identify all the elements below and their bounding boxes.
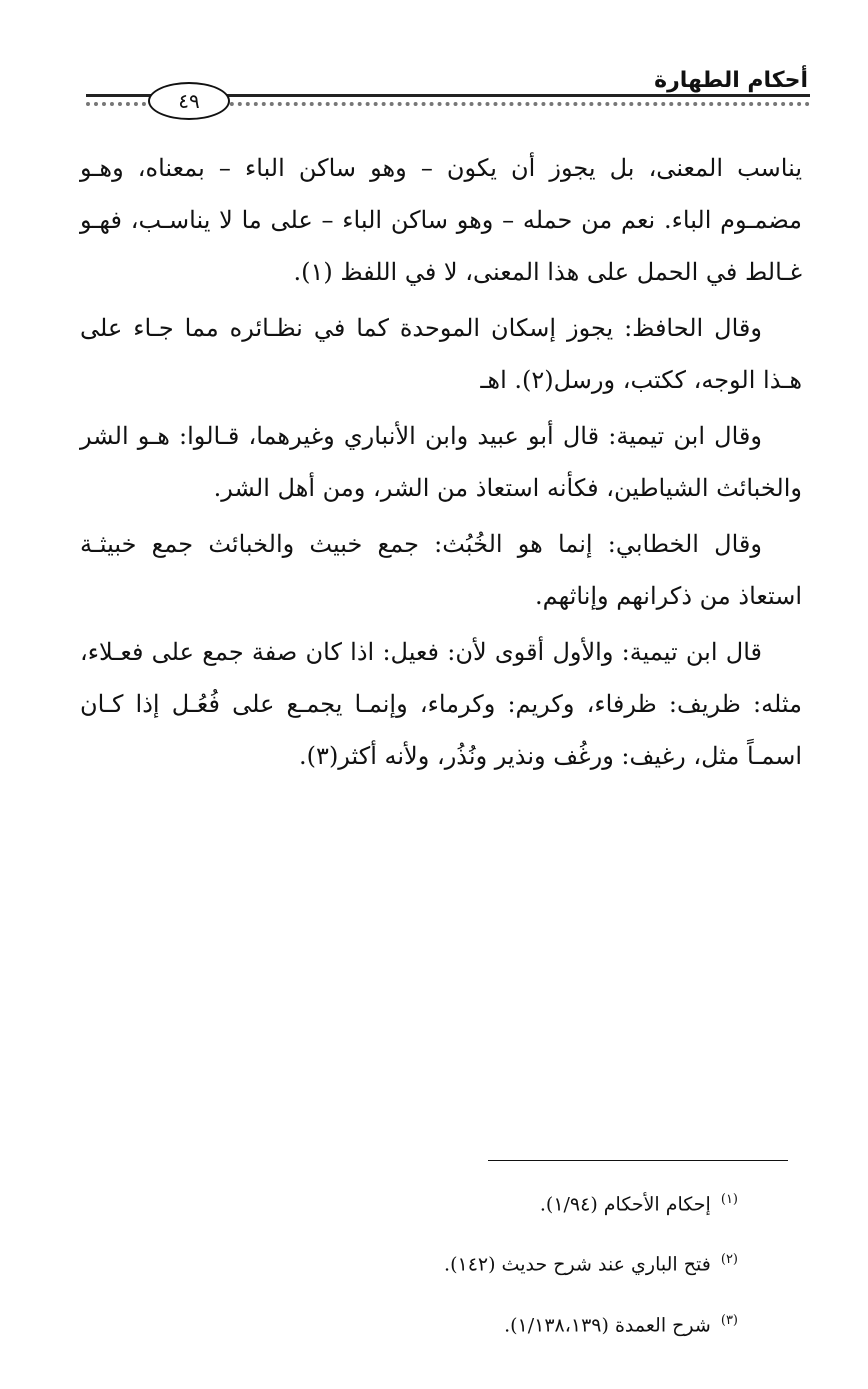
paragraph: قال ابن تيمية: والأول أقوى لأن: فعيل: اذا كان صفة جمع على فعـلاء، مثله: ظريف: ظرفاء، وكريم: وكرماء، وإنمـا يجمـع على فُعُـل إذا كـان اسمـاً مثل، رغيف: ورغُف ونذير ونُذُر، ولأنه أكثر(٣). — [80, 638, 802, 770]
paragraph: وقال الحافظ: يجوز إسكان الموحدة كما في نظـائره مما جـاء على هـذا الوجه، ككتب، ورسل(٢). اهـ — [80, 314, 802, 394]
footnote-text: شرح العمدة (١/١٣٨،١٣٩). — [504, 1313, 711, 1336]
paragraph: وقال الخطابي: إنما هو الخُبُث: جمع خبيث والخبائث جمع خبيثـة استعاذ من ذكرانهم وإناثهم. — [80, 530, 802, 610]
footnote-marker: (٣) — [720, 1312, 738, 1328]
footnote-text: فتح الباري عند شرح حديث (١٤٢). — [444, 1253, 711, 1276]
footnote — [238, 1172, 738, 1232]
paragraph: يناسب المعنى، بل يجوز أن يكون – وهو ساكن الباء – بمعناه، وهـو مضمـوم الباء. نعم من حمله – وهو ساكن الباء – على ما لا يناسـب، فهـو غـالط في الحمل على هذا المعنى، لا في اللفظ (١). — [80, 154, 802, 286]
page-number: ٤٩ — [148, 82, 230, 120]
running-title: أحكام الطهارة — [654, 68, 808, 93]
footnotes — [238, 1172, 738, 1353]
footnote — [238, 1293, 738, 1353]
paragraph: وقال ابن تيمية: قال أبو عبيد وابن الأنباري وغيرهما، قـالوا: هـو الشر والخبائث الشياطين، فكأنه استعاذ من الشر، ومن أهل الشر. — [80, 422, 802, 502]
page-header — [0, 0, 868, 130]
footnote-text: إحكام الأحكام (١/٩٤). — [539, 1193, 711, 1216]
footnote-marker: (١) — [720, 1192, 738, 1207]
footnote-separator — [488, 1160, 788, 1161]
footnote — [238, 1232, 738, 1292]
footnote-marker: (٢) — [720, 1252, 738, 1268]
main-text — [80, 142, 802, 786]
